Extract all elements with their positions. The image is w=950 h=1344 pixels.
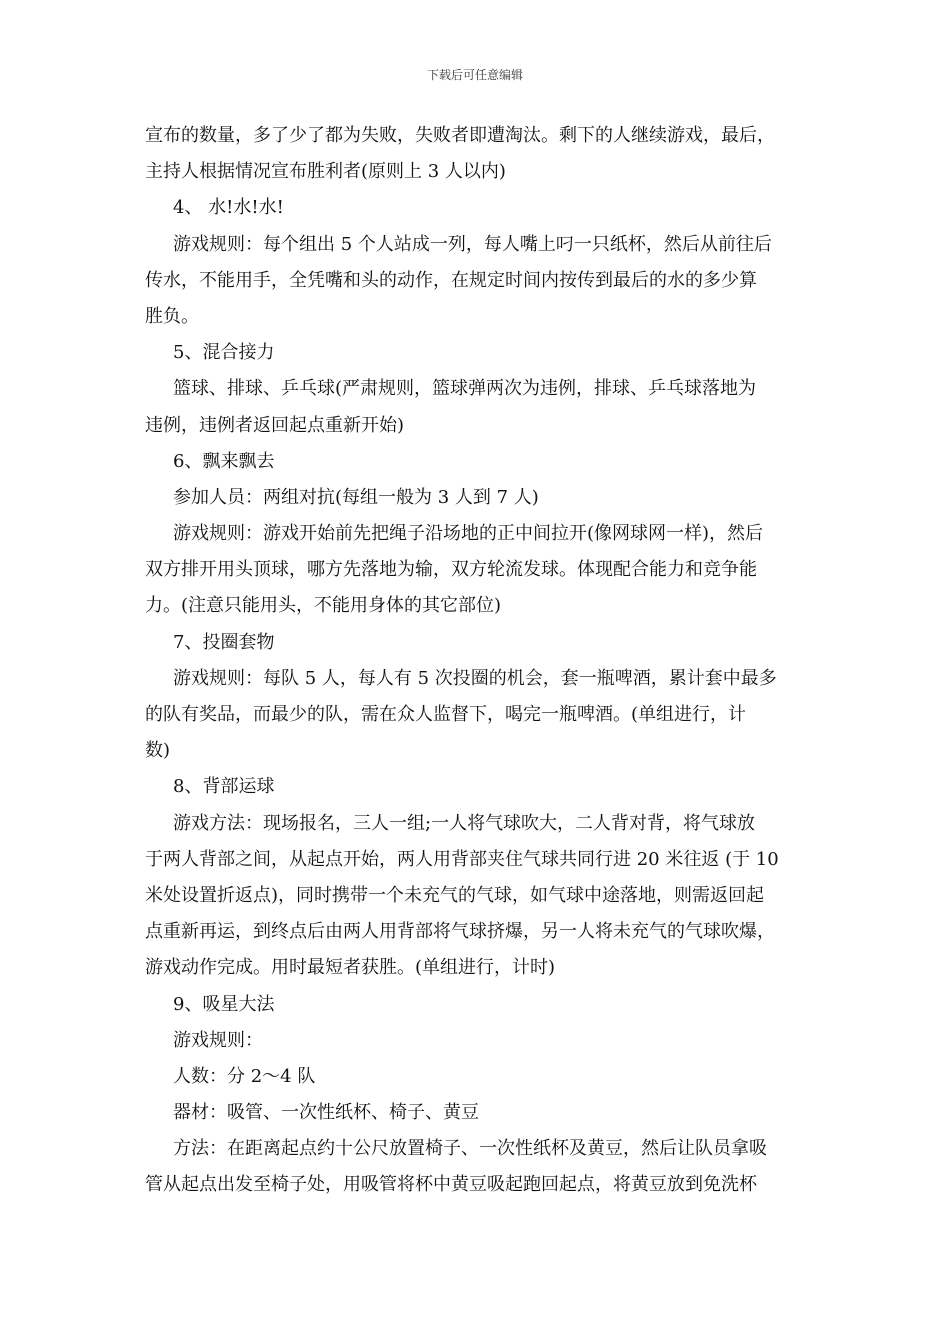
- text-line: 6、飘来飘去: [173, 450, 275, 472]
- text-line: 游戏规则：: [173, 1029, 263, 1051]
- text-line: 米处设置折返点)，同时携带一个未充气的气球，如气球中途落地，则需返回起: [145, 884, 765, 906]
- text-line: 数): [145, 740, 171, 762]
- text-line: 游戏动作完成。用时最短者获胜。(单组进行，计时): [145, 957, 556, 979]
- page-header: 下载后可任意编辑: [426, 68, 523, 82]
- text-line: 违例，违例者返回起点重新开始): [145, 414, 405, 436]
- text-line: 游戏方法：现场报名，三人一组;一人将气球吹大，二人背对背，将气球放: [173, 812, 756, 834]
- text-line: 4、 水!水!水!: [173, 197, 284, 219]
- text-line: 人数：分 2～4 队: [173, 1065, 316, 1087]
- text-line: 主持人根据情况宣布胜利者(原则上 3 人以内): [145, 161, 506, 183]
- text-line: 力。(注意只能用头，不能用身体的其它部位): [145, 595, 502, 617]
- text-line: 游戏规则：每队 5 人，每人有 5 次投圈的机会，套一瓶啤酒，累计套中最多: [173, 667, 777, 689]
- text-line: 8、背部运球: [173, 776, 275, 798]
- text-line: 参加人员：两组对抗(每组一般为 3 人到 7 人): [173, 486, 539, 508]
- text-line: 7、投圈套物: [173, 631, 275, 653]
- text-line: 于两人背部之间，从起点开始，两人用背部夹住气球共同行进 20 米往返 (于 10: [145, 848, 779, 870]
- text-line: 传水，不能用手，全凭嘴和头的动作，在规定时间内按传到最后的水的多少算: [145, 269, 757, 291]
- text-line: 方法：在距离起点约十公尺放置椅子、一次性纸杯及黄豆，然后让队员拿吸: [173, 1138, 767, 1160]
- text-line: 的队有奖品，而最少的队，需在众人监督下，喝完一瓶啤酒。(单组进行，计: [145, 704, 747, 725]
- document-body: [145, 118, 835, 1204]
- text-line: 游戏规则：游戏开始前先把绳子沿场地的正中间拉开(像网球网一样)，然后: [173, 523, 764, 545]
- text-line: 游戏规则：每个组出 5 个人站成一列，每人嘴上叼一只纸杯，然后从前往后: [173, 233, 772, 255]
- text-line: 胜负。: [145, 305, 199, 327]
- text-line: 宣布的数量，多了少了都为失败，失败者即遭淘汰。剩下的人继续游戏，最后，: [145, 125, 775, 146]
- text-line: 篮球、排球、乒乓球(严肃规则，篮球弹两次为违例，排球、乒乓球落地为: [173, 378, 757, 400]
- text-line: 双方排开用头顶球，哪方先落地为输，双方轮流发球。体现配合能力和竞争能: [145, 559, 757, 581]
- text-line: 点重新再运，到终点后由两人用背部将气球挤爆，另一人将未充气的气球吹爆，: [145, 921, 775, 943]
- text-line: 管从起点出发至椅子处，用吸管将杯中黄豆吸起跑回起点，将黄豆放到免洗杯: [145, 1174, 757, 1196]
- text-line: 9、吸星大法: [173, 993, 275, 1015]
- text-line: 5、混合接力: [173, 342, 275, 364]
- text-line: 器材：吸管、一次性纸杯、椅子、黄豆: [173, 1102, 479, 1124]
